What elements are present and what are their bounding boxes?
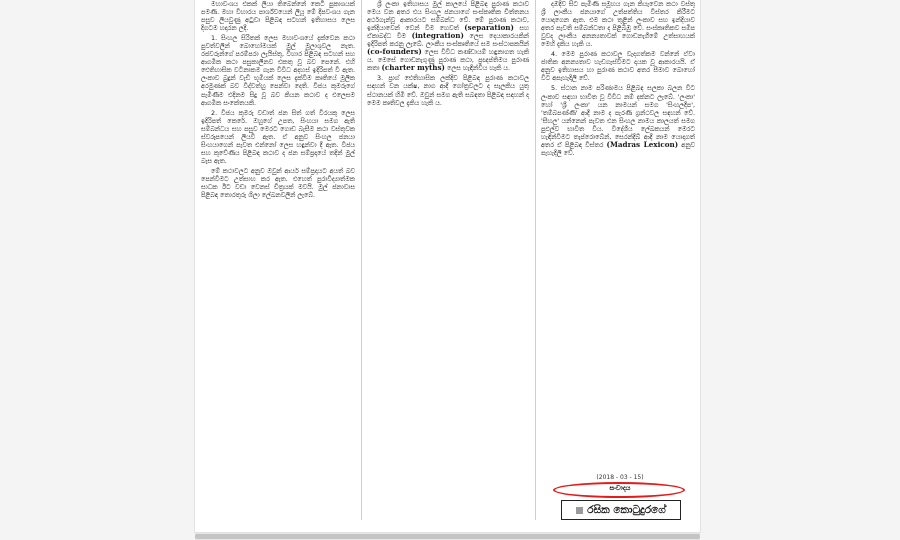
term-madras-lexicon: (Madras Lexicon) — [606, 139, 679, 149]
paragraph — [541, 84, 695, 156]
author-name: රසික කොටුදුරගේ — [587, 503, 666, 516]
paragraph: මහාවංශය එකක් ලියා තිබෙන්නේ කෙටි පුකාශයක් පමණි. මහා විහාරය පාර්ශ්වයෙන් ලියූ මේ දීපවංශය ගැන පසුව ලියවුණු අටුවා පිළිබඳ සටහන් ඉතිහාසය ලෙස දිගටම හදාරන ලදී. — [201, 0, 355, 33]
term-integration: (integration) — [411, 31, 464, 41]
term-co-founders: (co-founders) — [367, 47, 422, 57]
term-charter-myths: (charter myths) — [381, 63, 445, 73]
horizontal-scrollbar[interactable] — [195, 533, 700, 540]
column-divider — [535, 0, 536, 520]
paragraph-text: ලෙස දෙයාකාරයකින් ඉදිරිපත් කරනු ලැබේ. ලාංකීය සංස්කෘතියේ සම සංස්ථාපකයින් — [367, 32, 529, 49]
paragraph-text: 5. ස්ථාන නාම පරිණාමය පිළිබඳ සලකා බලන විට ලංකාව සඳහා භාවිත වූ විවිධ නම් දක්නට ලැබේ. 'ලංකා' හෝ 'ශ්‍රී ලංකා' යන නාමයන් සමග 'සිංහලදීප', 'තම්බපණ්ණි' ආදී නාම ද පැරණි ග්‍රන්ථවල සඳහන් වේ. 'සීහල' යන්නෙන් පැවත එන සිංහල නාමය කාලයත් සමග පුළුල්ව භාවිත විය. විදේශීය ලේඛකයන් මෙරට හැඳින්වීමට තැප්රොබේන්, සෙරන්දිබ් ආදී නාම යොදාගත් අතර ඒ පිළිබඳ විස්තර — [541, 84, 695, 149]
dateline: (2018 - 03 - 15) — [596, 474, 644, 481]
article-column-3 — [541, 0, 695, 470]
paragraph-text: ලෙස හැඳින්විය හැකි ය. — [446, 64, 510, 73]
paragraph-text: ශ්‍රී ලංකා ඉතිහාසය මුල් කාලයේ පිළිබඳ පුරාණ කථාව මෙය වන අතර එය සිංහල ජනයාගේ සංස්කෘතික චිත්තනය අර්ථගැන්වූ ආකාරයට සම්බන්ධ වේ. මේ පුරාණ කථාව, ඉන්දියාවෙන් වෙන් වීම හෙවත් — [367, 0, 529, 33]
paragraph: 3. ප්‍රාග් ඓතිහාසික ලක්දිව පිළිබඳ පුරාණ කථාවල සඳහන් වන යක්ෂ, නාග ආදී ගෝත්‍රවලට ද සැලකිය යුතු ස්ථානයක් හිමි වේ. ඔවුන් සමග ඇති සබඳතා පිළිබඳ සඳහන් ද මෙම කෘතිවල දැකිය හැකි ය. — [367, 74, 529, 107]
paragraph: දඹදිව සිට පැමිණි සමූහය ගැන කියැවෙන කථා වස්තු ශ්‍රී ලාංකීය ජනයාගේ උත්පත්තිය විස්තර කිරීමට යොදාගෙන ඇත. එම කථා තුළින් ලංකාව සහ ඉන්දියාව අතර පැවති සම්බන්ධතා ද පිළිබිඹු වේ. සංස්කෘතිකව සමීප වුවද ලාංකීය අනන්‍යතාවක් ගොඩනැගීමේ උත්සාහයක් මෙහි දැකිය හැකි ය. — [541, 0, 695, 49]
paragraph: 1. සිංහල සිරිතක් ලෙස මහාවංශයේ දැක්වෙන කථා පුවත්වලින් බොහෝමයක් මුල් මූලාශුවල නැත. රජවරුන්ගේ පරම්පරා ලැයිස්තු, විහාර පිළිබඳ සටහන් සහ ආගමික කථා පසුකාලීනව එකතු වූ බව පෙනේ. එහි ඓතිහාසික වටිනාකම ගැන විවිධ අදහස් ඉදිරිපත් වී ඇත. ලංකාව බුදුන් වැඩි භූමියක් ලෙස දැක්වීම කෘතියේ මූලික අරමුණක් බව විද්වත්හු පෙන්වා දෙති. විජය කුමරුගේ පැමිණීම එදිනම සිදු වූ බව කියන කථාව ද එලෙසම ආගමික සංකේතයකි. — [201, 34, 355, 107]
paragraph: මේ කථාවලට අනුව ඔවුන් ආර්ය සම්ප්‍රදායට අයත් බව පෙන්වීමට උත්සාහ කර ඇත. එහෙත් පුරාවිද්‍යාත්මක සාධක ඊට වඩා වෙනස් චිත්‍රයක් මවයි. මුල් ජනාවාස පිළිබඳ තොරතුරු ශිලා ලේඛනවලින් ලැබේ. — [201, 166, 355, 200]
byline-block — [547, 474, 693, 526]
paragraph — [367, 0, 529, 72]
compiled-label: සංවාදය — [609, 484, 631, 492]
paragraph-text: අනුව පැහැදිලි වේ. — [541, 140, 695, 157]
author-box — [561, 500, 681, 520]
column-divider — [361, 0, 362, 520]
paragraph-text: සහ ඒකාබද්ධ වීම — [367, 24, 529, 41]
newspaper-page — [195, 0, 700, 532]
grey-square-icon — [576, 507, 583, 514]
paragraph: 4. මෙම පුරාණ කථාවල වැදගත්කම වන්නේ ඒවා ජාතික අනන්‍යතාව හැඩගැස්වීමට දායක වූ ආකාරයයි. ඒ අනුව ඉතිහාසය හා පුරාණ කථාව අතර සීමාව බොහෝ විට අපැහැදිලි වේ. — [541, 50, 695, 83]
article-column-1 — [201, 0, 355, 520]
article-column-2 — [367, 0, 529, 520]
scrollbar-thumb[interactable] — [195, 534, 700, 539]
term-separation: (separation) — [464, 23, 514, 33]
paragraph-text: ලෙස විවිධ කණ්ඩායම් හඳුනාගත හැකි ය. මෙසේ ගොඩනැගුණු පුරාණ කථා, ප්‍රඥප්තිමය පුරාණ කතා — [367, 48, 529, 73]
paragraph: 2. විජය කුමරු වඩාත් ජන සිත් ගත් වීරයකු ලෙස ඉදිරිපත් කෙරේ. ඔහුගේ උපත, සිංහයා සමග ඇති සම්බන්ධය සහ පසුව මෙරට ගොඩ බැසීම කථා වස්තුවක ස්වරූපයෙන් ලියවී ඇත. ඒ අනුව සිංහල ජනයා සිංහයාගෙන් පැවත එන්නෝ ලෙස හඳුන්වා දී ඇත. විජය සහ කුවේණිය පිළිබඳ කථාව ද ජන සම්ප්‍රදායේ තදින් මුල් බැස ඇත. — [201, 108, 355, 165]
